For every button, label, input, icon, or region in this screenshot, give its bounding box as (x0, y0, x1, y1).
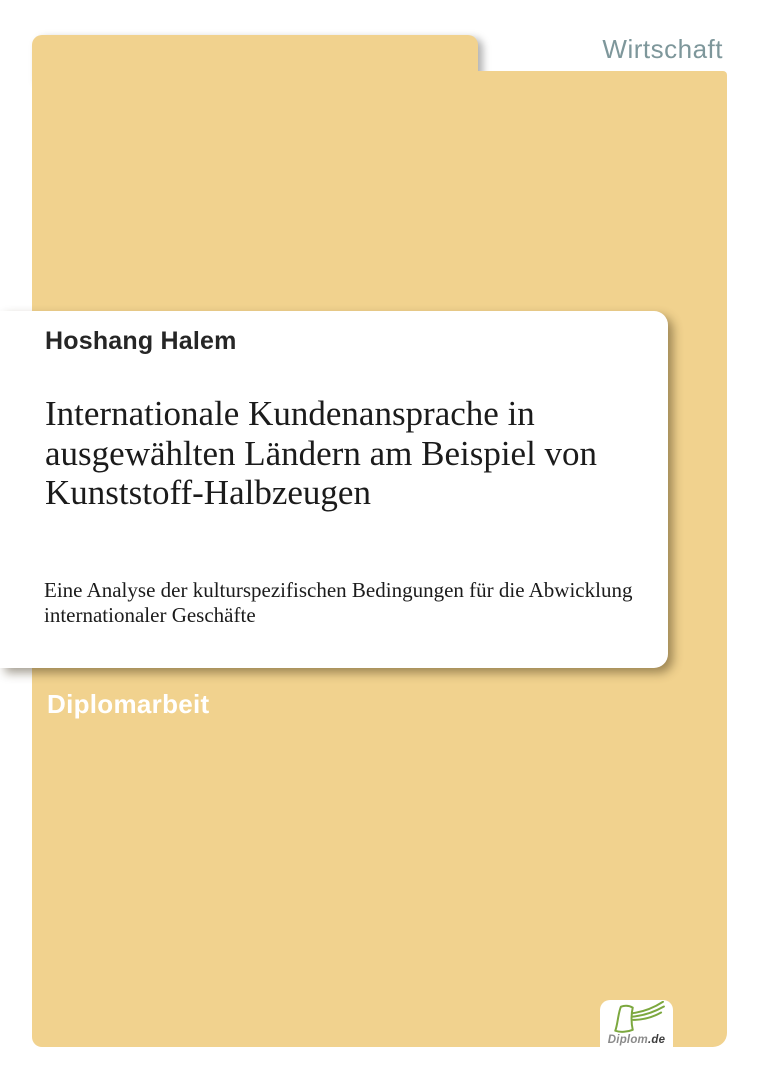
publisher-logo-text-suffix: .de (647, 1034, 666, 1046)
title-panel (0, 311, 668, 668)
document-type-label: Diplomarbeit (47, 689, 210, 719)
author-name: Hoshang Halem (45, 327, 237, 355)
publisher-logo (600, 1000, 673, 1047)
publisher-logo-text-main: Diplom (607, 1034, 648, 1046)
publisher-logo-text (600, 1034, 673, 1046)
category-label: Wirtschaft (602, 34, 723, 64)
book-subtitle: Eine Analyse der kulturspezifischen Bedingungen für die Abwicklung internationaler Geschäfte (44, 578, 633, 627)
book-title: Internationale Kundenansprache in ausgewählten Ländern am Beispiel von Kunststoff-Halbzeugen (45, 394, 598, 513)
book-pages-icon (607, 1001, 667, 1035)
